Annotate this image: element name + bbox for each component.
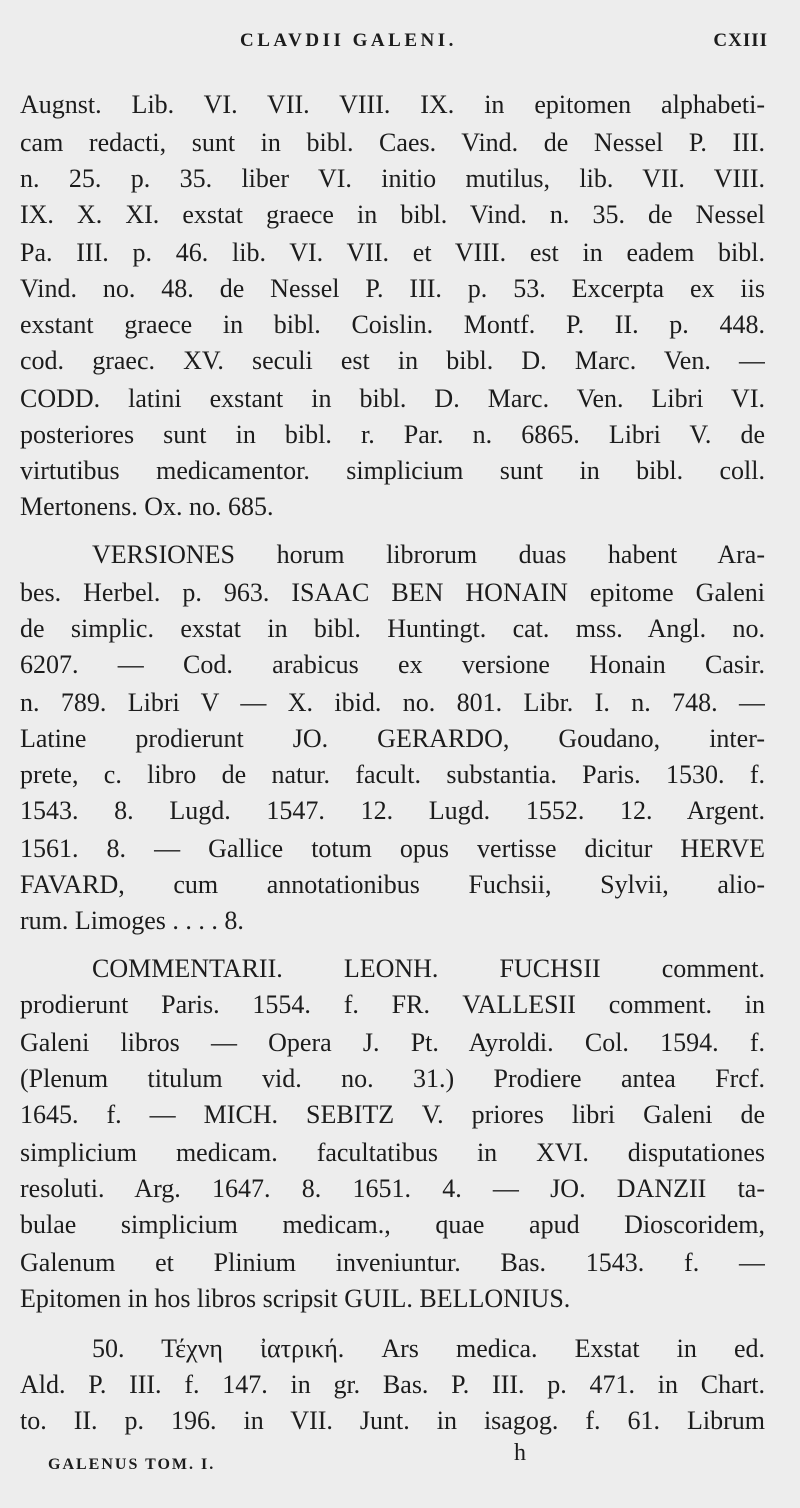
text-line: simplicium medicam. facultatibus in XVI. disputationes <box>20 1138 765 1167</box>
text-line: 1561. 8. — Gallice totum opus vertisse dicitur HERVE <box>20 834 765 863</box>
gathering-mark: h <box>514 1440 526 1466</box>
page-number: CXIII <box>713 30 768 51</box>
text-line: IX. X. XI. exstat graece in bibl. Vind. n. 35. de Nessel <box>20 200 765 229</box>
text-line: Galeni libros — Opera J. Pt. Ayroldi. Col. 1594. f. <box>20 1028 765 1057</box>
text-line: exstant graece in bibl. Coislin. Montf. P. II. p. 448. <box>20 310 765 339</box>
text-line: prete, c. libro de natur. facult. substantia. Paris. 1530. f. <box>20 760 765 789</box>
text-line: 1645. f. — MICH. SEBITZ V. priores libri Galeni de <box>20 1100 765 1129</box>
text-line: resoluti. Arg. 1647. 8. 1651. 4. — JO. DANZII ta- <box>20 1174 765 1203</box>
text-line: de simplic. exstat in bibl. Huntingt. cat. mss. Angl. no. <box>20 614 765 643</box>
signature-mark: GALENUS TOM. I. <box>48 1456 216 1473</box>
text-line: n. 789. Libri V — X. ibid. no. 801. Libr. I. n. 748. — <box>20 688 765 717</box>
text-line: Augnst. Lib. VI. VII. VIII. IX. in epitomen alphabeti- <box>20 90 765 119</box>
text-line: VERSIONES horum librorum duas habent Ara- <box>92 540 765 569</box>
text-line: COMMENTARII. LEONH. FUCHSII comment. <box>92 954 765 983</box>
page-footer <box>0 1440 800 1480</box>
running-title: CLAVDII GALENI. <box>240 30 457 51</box>
text-line: prodierunt Paris. 1554. f. FR. VALLESII comment. in <box>20 990 765 1019</box>
text-line: Ald. P. III. f. 147. in gr. Bas. P. III. p. 471. in Chart. <box>20 1370 765 1399</box>
text-line: Latine prodierunt JO. GERARDO, Goudano, inter- <box>20 724 765 753</box>
text-line: Pa. III. p. 46. lib. VI. VII. et VIII. est in eadem bibl. <box>20 238 765 267</box>
text-line: FAVARD, cum annotationibus Fuchsii, Sylvii, alio- <box>20 870 765 899</box>
text-line: virtutibus medicamentor. simplicium sunt in bibl. coll. <box>20 456 765 485</box>
text-line: n. 25. p. 35. liber VI. initio mutilus, lib. VII. VIII. <box>20 164 765 193</box>
text-line: bes. Herbel. p. 963. ISAAC BEN HONAIN epitome Galeni <box>20 578 765 607</box>
text-line: Mertonens. Ox. no. 685. <box>20 492 274 521</box>
text-line: to. II. p. 196. in VII. Junt. in isagog. f. 61. Librum <box>20 1406 765 1435</box>
text-line: rum. Limoges . . . . 8. <box>20 906 244 935</box>
text-line: posteriores sunt in bibl. r. Par. n. 6865. Libri V. de <box>20 420 765 449</box>
text-line: cod. graec. XV. seculi est in bibl. D. Marc. Ven. — <box>20 346 765 375</box>
text-line: 1543. 8. Lugd. 1547. 12. Lugd. 1552. 12. Argent. <box>20 796 765 825</box>
text-line: 6207. — Cod. arabicus ex versione Honain Casir. <box>20 650 765 679</box>
text-line: cam redacti, sunt in bibl. Caes. Vind. de Nessel P. III. <box>20 128 765 157</box>
running-head <box>0 30 800 60</box>
text-line: (Plenum titulum vid. no. 31.) Prodiere antea Frcf. <box>20 1064 765 1093</box>
text-line: Epitomen in hos libros scripsit GUIL. BELLONIUS. <box>20 1284 571 1313</box>
text-line: bulae simplicium medicam., quae apud Dioscoridem, <box>20 1210 765 1239</box>
text-line: CODD. latini exstant in bibl. D. Marc. Ven. Libri VI. <box>20 384 765 413</box>
text-line: Galenum et Plinium inveniuntur. Bas. 1543. f. — <box>20 1248 765 1277</box>
text-line: 50. Τέχνη ἰατρική. Ars medica. Exstat in ed. <box>92 1334 765 1363</box>
text-line: Vind. no. 48. de Nessel P. III. p. 53. Excerpta ex iis <box>20 274 765 303</box>
